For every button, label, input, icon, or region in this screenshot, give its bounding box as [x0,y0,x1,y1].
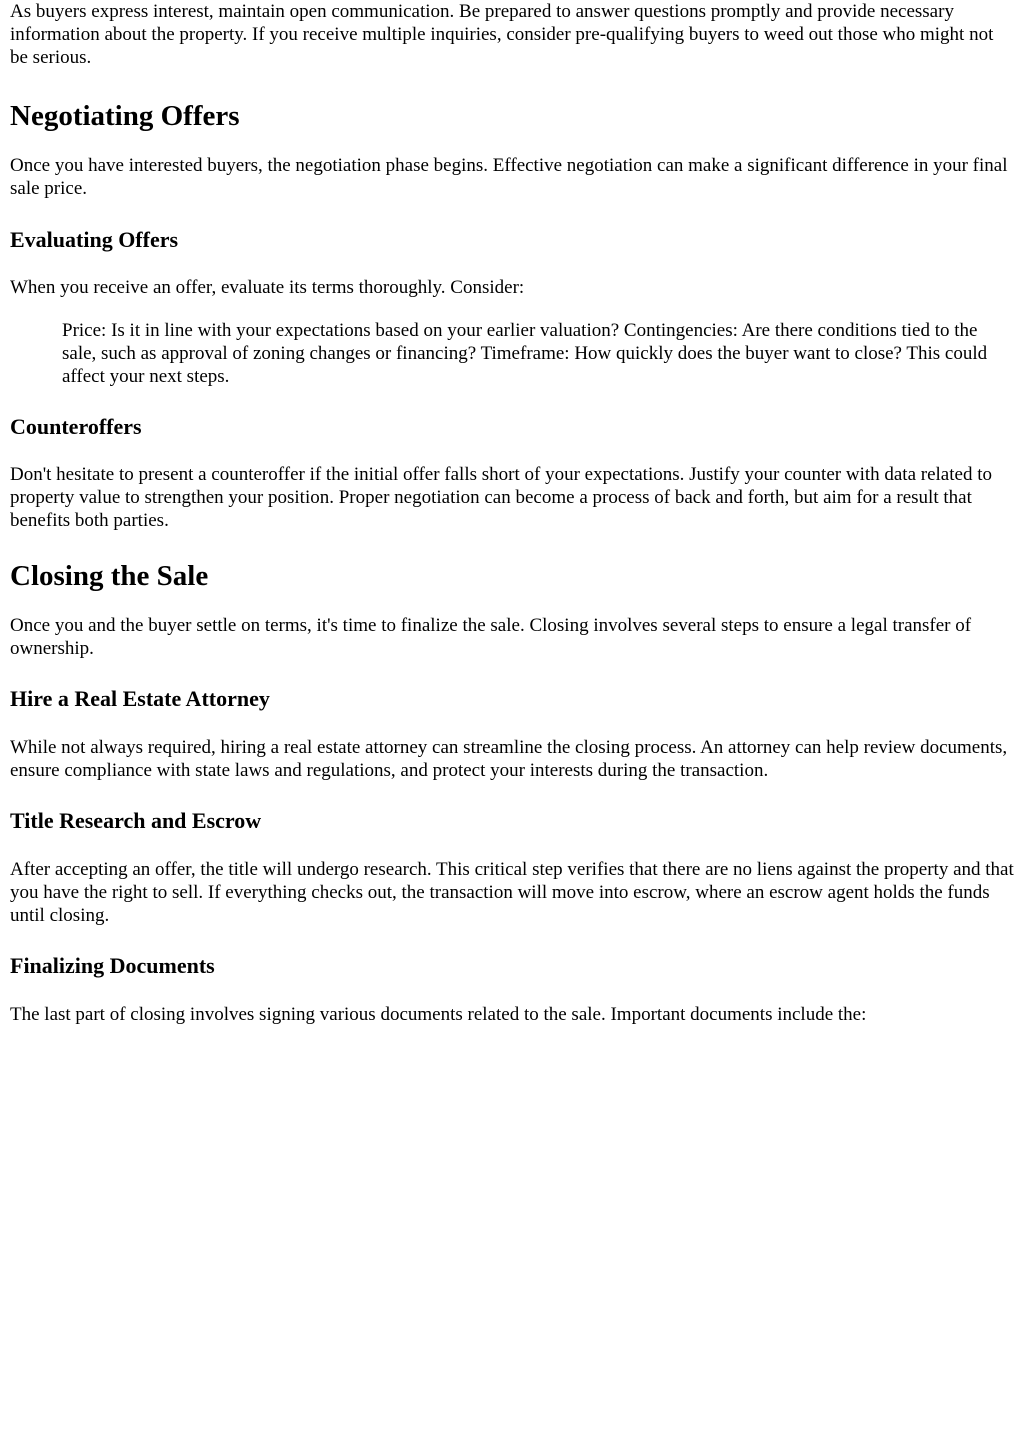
heading-finalizing-documents: Finalizing Documents [10,953,215,978]
negotiating-paragraph: Once you have interested buyers, the negotiation phase begins. Effective negotiation can make a significant difference in your final sale price. [10,155,1008,199]
title-research-paragraph: After accepting an offer, the title will undergo research. This critical step verifies that there are no liens against the property and that you have the right to sell. If everything checks out, the transaction will move into escrow, where an escrow agent holds the funds until closing. [10,859,1014,926]
counteroffers-paragraph: Don't hesitate to present a counteroffer if the initial offer falls short of your expectations. Justify your counter with data related to property value to strengthen your position. Proper negotiation can become a process of back and forth, but aim for a result that benefits both parties. [10,464,992,531]
finalizing-paragraph: The last part of closing involves signing various documents related to the sale. Important documents include the: [10,1004,867,1025]
intro-paragraph: As buyers express interest, maintain open communication. Be prepared to answer questions promptly and provide necessary information about the property. If you receive multiple inquiries, consider pre-qualifying buyers to weed out those who might not be serious. [10,1,994,68]
heading-counteroffers: Counteroffers [10,414,142,439]
heading-hire-attorney: Hire a Real Estate Attorney [10,686,270,711]
evaluating-considerations-quote: Price: Is it in line with your expectations based on your earlier valuation? Contingencies: Are there conditions tied to the sale, such as approval of zoning changes or financing? Timeframe: How quickly does the buyer want to close? This could affect your next steps. [62,320,988,387]
heading-evaluating-offers: Evaluating Offers [10,227,179,252]
attorney-paragraph: While not always required, hiring a real estate attorney can streamline the closing process. An attorney can help review documents, ensure compliance with state laws and regulations, and protect your interests during the transaction. [10,737,1008,781]
closing-paragraph: Once you and the buyer settle on terms, it's time to finalize the sale. Closing involves several steps to ensure a legal transfer of ownership. [10,615,972,659]
heading-closing-the-sale: Closing the Sale [10,560,209,592]
evaluating-paragraph: When you receive an offer, evaluate its terms thoroughly. Consider: [10,277,525,298]
heading-negotiating-offers: Negotiating Offers [10,100,240,132]
heading-title-research-escrow: Title Research and Escrow [10,808,262,833]
